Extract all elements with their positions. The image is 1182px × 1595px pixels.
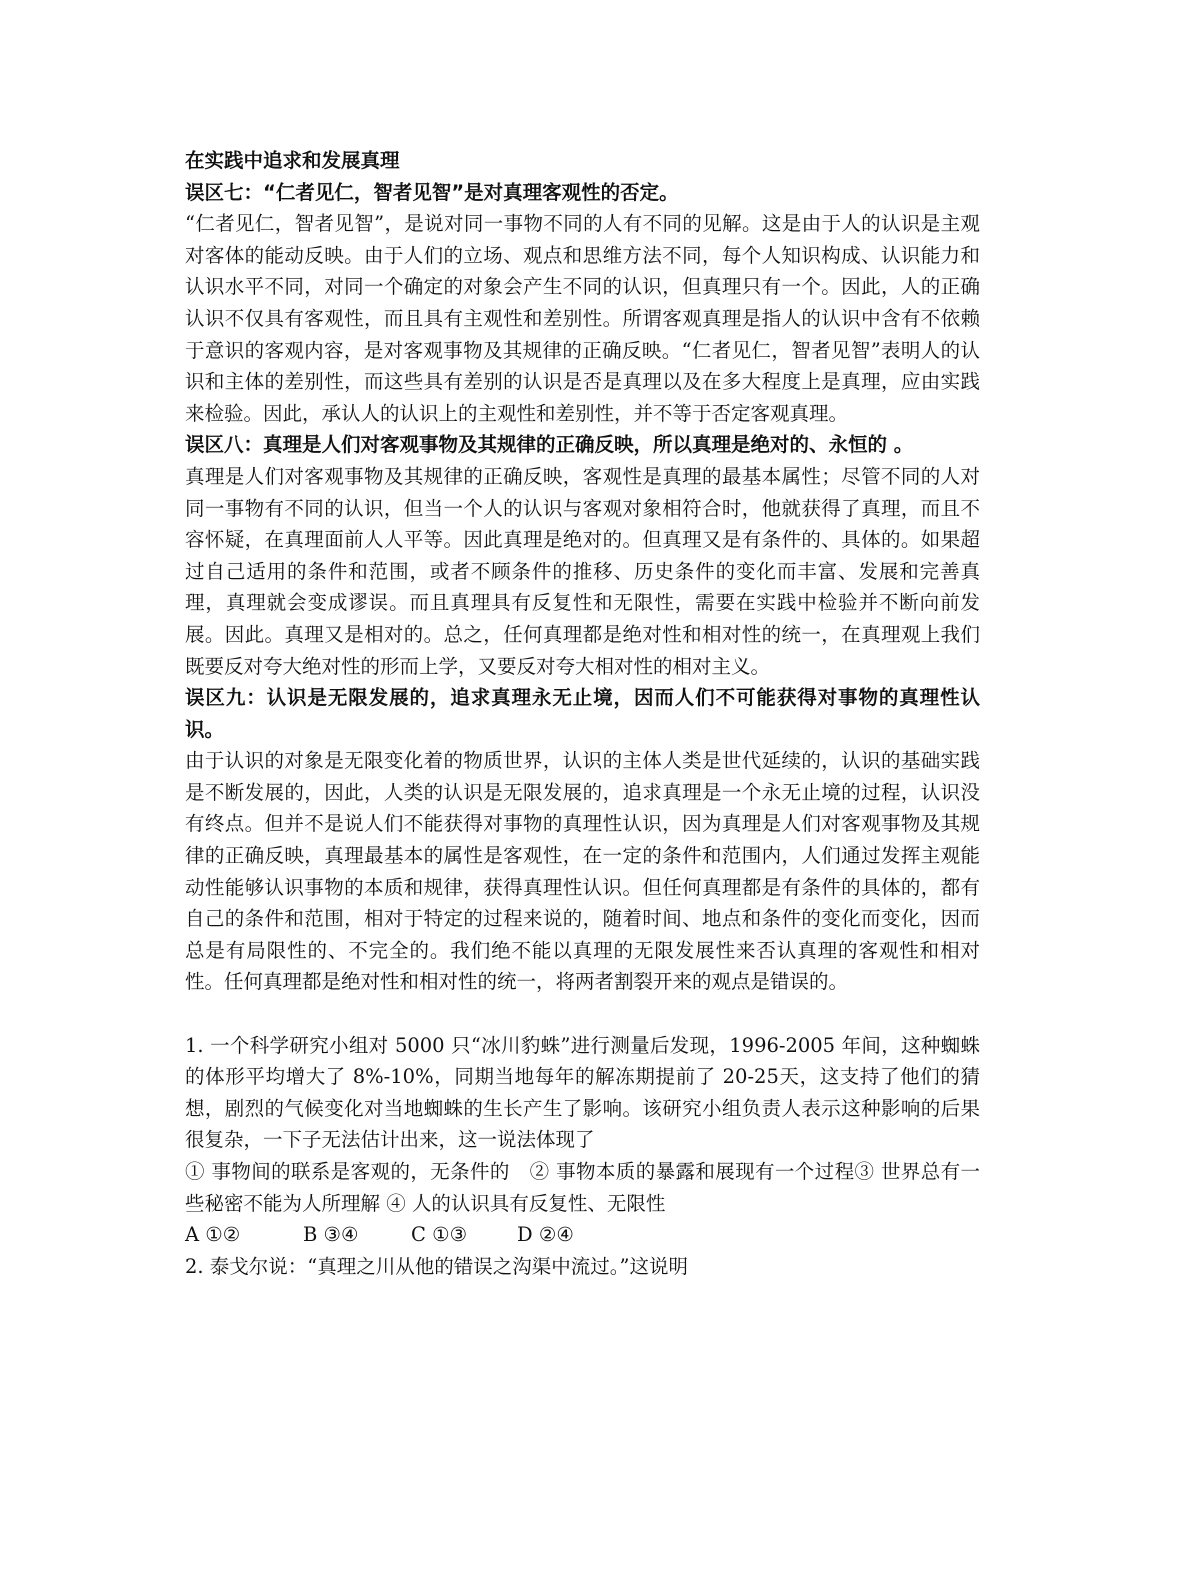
section-heading-7: 误区七：“仁者见仁，智者见智”是对真理客观性的否定。 xyxy=(185,180,679,204)
option-a: A ①② xyxy=(185,1223,241,1247)
section-body-7: “仁者见仁，智者见智”，是说对同一事物不同的人有不同的见解。这是由于人的认识是主观对客体的能动反映。由于人们的立场、观点和思维方法不同，每个人知识构成、认识能力和认识水平不同，对同一个确定的对象会产生不同的认识，但真理只有一个。因此，人的正确认识不仅具有客观性，而且具有主观性和差别性。所谓客观真理是指人的认识中含有不依赖于意识的客观内容，是对客观事物及其规律的正确反映。“仁者见仁，智者见智”表明人的认识和主体的差别性，而这些具有差别的认识是否是真理以及在多大程度上是真理，应由实践来检验。因此，承认人的认识上的主观性和差别性，并不等于否定客观真理。 xyxy=(185,212,980,425)
section-body-8: 真理是人们对客观事物及其规律的正确反映，客观性是真理的最基本属性；尽管不同的人对同一事物有不同的认识，但当一个人的认识与客观对象相符合时，他就获得了真理，而且不容怀疑，在真理面前人人平等。因此真理是绝对的。但真理又是有条件的、具体的。如果超过自己适用的条件和范围，或者不顾条件的推移、历史条件的变化而丰富、发展和完善真理，真理就会变成谬误。而且真理具有反复性和无限性，需要在实践中检验并不断向前发展。因此。真理又是相对的。总之，任何真理都是绝对性和相对性的统一，在真理观上我们既要反对夸大绝对性的形而上学，又要反对夸大相对性的相对主义。 xyxy=(185,464,980,678)
section-body-9: 由于认识的对象是无限变化着的物质世界，认识的主体人类是世代延续的，认识的基础实践是不断发展的，因此，人类的认识是无限发展的，追求真理是一个永无止境的过程，认识没有终点。但并不是说人们不能获得对事物的真理性认识，因为真理是人们对客观事物及其规律的正确反映，真理最基本的属性是客观性，在一定的条件和范围内，人们通过发挥主观能动性能够认识事物的本质和规律，获得真理性认识。但任何真理都是有条件的具体的，都有自己的条件和范围，相对于特定的过程来说的，随着时间、地点和条件的变化而变化，因而总是有局限性的、不完全的。我们绝不能以真理的无限发展性来否认真理的客观性和相对性。任何真理都是绝对性和相对性的统一，将两者割裂开来的观点是错误的。 xyxy=(185,749,980,994)
option-b: B ③④ xyxy=(303,1223,359,1247)
document-page xyxy=(185,145,980,1282)
question-1-statements: ① 事物间的联系是客观的，无条件的 ② 事物本质的暴露和展现有一个过程③ 世界总有一些秘密不能为人所理解 ④ 人的认识具有反复性、无限性 xyxy=(185,1160,980,1215)
document-title: 在实践中追求和发展真理 xyxy=(185,149,400,172)
question-1-options xyxy=(185,1219,980,1251)
question-1-stem: 1. 一个科学研究小组对 5000 只“冰川豹蛛”进行测量后发现，1996-2005 年间，这种蜘蛛的体形平均增大了 8%-10%，同期当地每年的解冻期提前了 20-25天，这支持了他们的猜想，剧烈的气候变化对当地蜘蛛的生长产生了影响。该研究小组负责人表示这种影响的后果很复杂，一下子无法估计出来，这一说法体现了 xyxy=(185,1033,980,1152)
section-heading-8: 误区八：真理是人们对客观事物及其规律的正确反映，所以真理是绝对的、永恒的 。 xyxy=(185,433,914,457)
section-heading-9: 误区九：认识是无限发展的，追求真理永无止境，因而人们不可能获得对事物的真理性认识。 xyxy=(185,686,980,741)
option-c: C ①③ xyxy=(411,1223,468,1247)
blank-line xyxy=(185,998,980,1030)
question-2-stem: 2. 泰戈尔说：“真理之川从他的错误之沟渠中流过。”这说明 xyxy=(185,1254,688,1278)
option-d: D ②④ xyxy=(517,1223,574,1247)
